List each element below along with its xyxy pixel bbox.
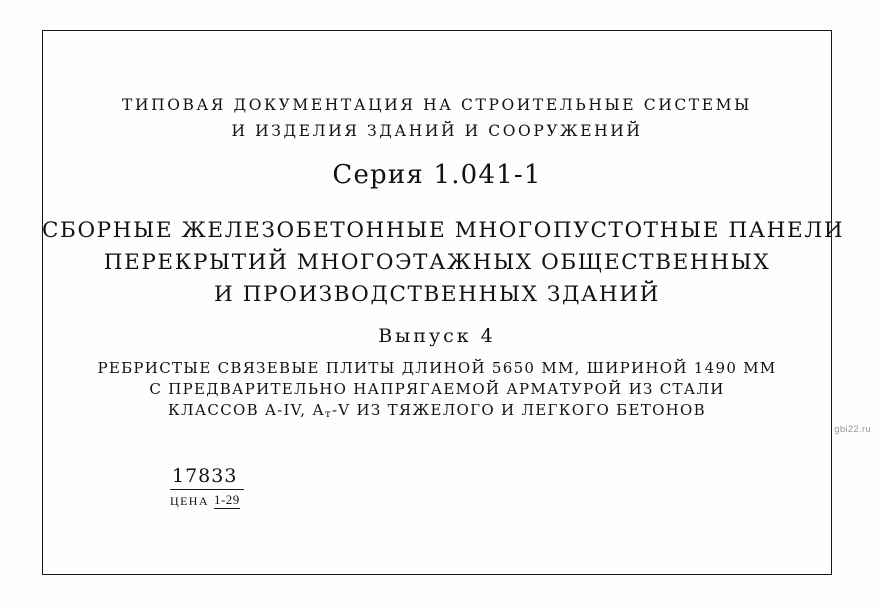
series-block [42,160,832,190]
price-row [170,492,244,509]
watermark: gbi22.ru [834,424,871,435]
subtitle-line-3-prefix: КЛАССОВ A-IV, А [168,401,325,419]
title-page-content [42,30,845,575]
subtitle-line-1: РЕБРИСТЫЕ СВЯЗЕВЫЕ ПЛИТЫ ДЛИНОЙ 5650 ММ, ШИРИНОЙ 1490 ММ [97,359,777,377]
subtitle-line-2: С ПРЕДВАРИТЕЛЬНО НАПРЯГАЕМОЙ АРМАТУРОЙ ИЗ СТАЛИ [149,380,725,398]
subtitle-line-3-suffix: -V ИЗ ТЯЖЕЛОГО И ЛЕГКОГО БЕТОНОВ [331,401,706,419]
header-line-2: И ИЗДЕЛИЯ ЗДАНИЙ И СООРУЖЕНИЙ [231,122,643,140]
subtitle-line-3-subscript: т [325,409,332,421]
code-underline [170,489,244,490]
title-block [42,215,845,311]
title-line-2: ПЕРЕКРЫТИЙ МНОГОЭТАЖНЫХ ОБЩЕСТВЕННЫХ [103,250,771,275]
header-block [42,92,832,144]
subtitle-line-3 [42,400,832,425]
document-code-number: 17833 [172,465,238,487]
issue-label: Выпуск 4 [378,325,496,347]
code-block [170,465,244,509]
issue-block [42,325,832,347]
title-line-1: СБОРНЫЕ ЖЕЛЕЗОБЕТОННЫЕ МНОГОПУСТОТНЫЕ ПАНЕЛИ [42,218,845,243]
header-line-1: ТИПОВАЯ ДОКУМЕНТАЦИЯ НА СТРОИТЕЛЬНЫЕ СИСТЕМЫ [122,96,752,114]
price-value: 1-29 [213,492,240,508]
subtitle-block [42,358,832,425]
price-label: ЦЕНА [170,494,209,509]
series-label: Серия 1.041-1 [332,160,542,190]
title-line-3: И ПРОИЗВОДСТВЕННЫХ ЗДАНИЙ [214,282,660,307]
